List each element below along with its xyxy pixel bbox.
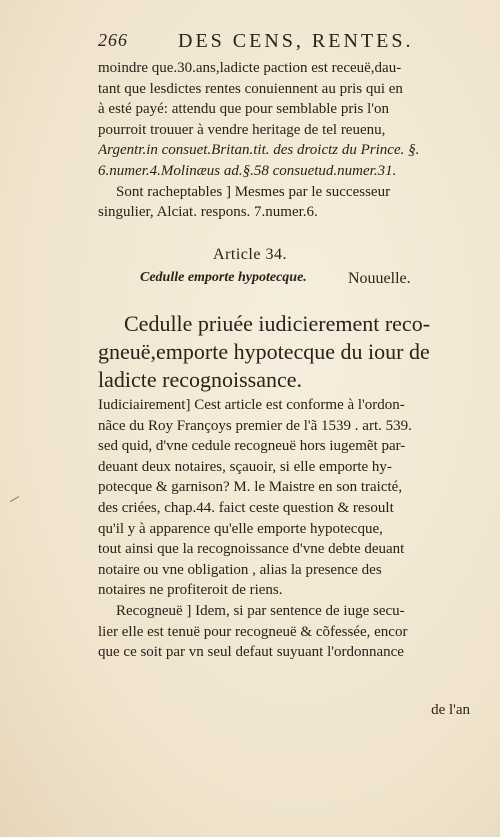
article-text-line: gneuë,emporte hypotecque du iour de <box>98 339 430 364</box>
article-text <box>98 310 486 394</box>
text-line: tant que lesdictes rentes conuiennent au pris qui en <box>98 80 403 97</box>
text-line: lier elle est tenuë pour recogneuë & cõfessée, encor <box>98 623 408 640</box>
text-line: nãce du Roy Françoys premier de l'ã 1539 . art. 539. <box>98 417 412 434</box>
article-label: Nouuelle. <box>348 270 411 287</box>
text-line: des criées, chap.44. faict ceste question & resoult <box>98 499 394 516</box>
article-text-line: Cedulle priuée iudicierement reco- <box>124 311 431 336</box>
text-line: qu'il y à apparence qu'elle emporte hypotecque, <box>98 520 383 537</box>
text-line: sed quid, d'vne cedule recogneuë hors iugemẽt par- <box>98 438 406 455</box>
article-subtitle: Cedulle emporte hypotecque. <box>140 270 307 285</box>
text-line: notaire ou vne obligation , alias la presence des <box>98 561 382 578</box>
text-line: potecque & garnison? M. le Maistre en son traicté, <box>98 479 403 496</box>
text-line: moindre que.30.ans,ladicte paction est receuë,dau- <box>98 60 402 76</box>
text-line-citation: 6.numer.4.Molinæus ad.§.58 consuetud.numer.31. <box>98 162 397 179</box>
text-line: singulier, Alciat. respons. 7.numer.6. <box>98 204 318 221</box>
text-block-top <box>98 58 484 223</box>
text-block-bottom <box>98 395 484 663</box>
running-title: DES CENS, RENTES. <box>178 30 414 52</box>
text-line: tout ainsi que la recognoissance d'vne debte deuant <box>98 541 405 558</box>
page-number: 266 <box>98 30 128 50</box>
text-line: à esté payé: attendu que pour semblable pris l'on <box>98 101 389 118</box>
text-line: deuant deux notaires, sçauoir, si elle emporte hy- <box>98 458 392 475</box>
margin-mark <box>7 491 19 502</box>
catchword: de l'an <box>431 702 470 718</box>
text-line: Recogneuë ] Idem, si par sentence de iuge secu- <box>116 602 405 619</box>
text-line: Sont racheptables ] Mesmes par le successeur <box>116 183 391 200</box>
text-line: que ce soit par vn seul defaut suyuant l'ordonnance <box>98 644 404 661</box>
article-title: Article 34. <box>213 246 287 263</box>
text-line: notaires ne profiteroit de riens. <box>98 582 283 599</box>
text-line: pourroit trouuer à vendre heritage de tel reuenu, <box>98 121 386 138</box>
text-line-citation: Argentr.in consuet.Britan.tit. des droictz du Prince. §. <box>98 142 420 159</box>
article-text-line: ladicte recognoissance. <box>98 367 303 392</box>
text-line: Iudiciairement] Cest article est conforme à l'ordon- <box>98 397 405 413</box>
